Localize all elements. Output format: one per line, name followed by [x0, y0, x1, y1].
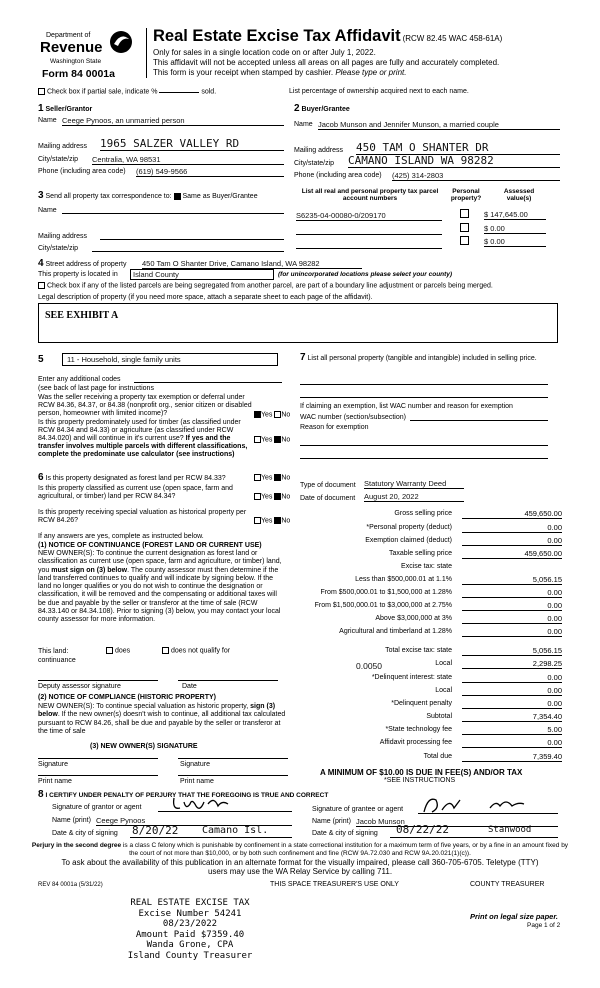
section7-label: List all personal property (tangible and intangible) included in selling price. — [307, 355, 537, 362]
same-as-buyer-checkbox[interactable] — [174, 193, 181, 200]
tax-row-value[interactable]: 5,056.15 — [462, 646, 562, 656]
notice2-text-a: NEW OWNER(S): To continue special valuation as historic property, — [38, 703, 251, 710]
tax-row-label: Local — [435, 687, 452, 694]
tax-row-value[interactable]: 0.00 — [462, 699, 562, 709]
historic-no-label: No — [281, 517, 291, 525]
print-name-label-1: Print name — [38, 778, 72, 785]
does-not-checkbox[interactable] — [162, 647, 169, 654]
forest-row — [38, 472, 226, 483]
wac-label: WAC number (section/subsection) — [300, 414, 406, 421]
tax-row-label: *Personal property (deduct) — [366, 524, 452, 531]
dept-of-text: Department of — [46, 32, 91, 39]
tax-row-value[interactable]: 459,650.00 — [462, 549, 562, 559]
perjury-text: is a class C felony which is punishable by confinement in a state correctional institution for a maximum term of five years, or by a fine in an amount fixed by the court of not more than $10,000, or by both such confinement and fine (RCW 9A.72.030 and RCW 9A.20.021(1)(c)). — [121, 842, 569, 857]
header-line-3 — [153, 68, 406, 77]
partial-sale-checkbox[interactable] — [38, 88, 45, 95]
doc-type-label: Type of document — [300, 482, 356, 489]
grantor-date-label: Date & city of signing — [52, 830, 118, 837]
parcel-personal-checkbox-2[interactable] — [460, 223, 469, 232]
treasurer-stamp — [120, 898, 260, 961]
tax-row — [300, 575, 562, 588]
deputy-date-label: Date — [182, 683, 197, 690]
notice2-title: (2) NOTICE OF COMPLIANCE (HISTORIC PROPERTY) — [38, 694, 216, 701]
alternate-format-note: To ask about the availability of this publication in an alternate format for the visually impaired, please call 360-705-6705. Teletype (TTY) users may use the WA Relay Service by calling 711. — [61, 858, 539, 876]
grantee-date-label: Date & city of signing — [312, 830, 378, 837]
new-owner-signature-heading: (3) NEW OWNER(S) SIGNATURE — [90, 743, 198, 750]
does-label: does — [114, 647, 131, 655]
seller-title: Seller/Grantor — [45, 106, 93, 113]
tax-row-label: Total due — [423, 753, 452, 760]
tax-row-value[interactable]: 0.00 — [462, 523, 562, 533]
tax-row-label: Local — [435, 660, 452, 667]
parcel-number-1[interactable]: S6235-04-00080-0/209170 — [296, 211, 442, 221]
section5-num: 5 — [38, 354, 44, 365]
tax-row-label: Excise tax: state — [401, 563, 452, 570]
historic-yes-label: Yes — [261, 517, 273, 525]
tax-row-label: Total excise tax: state — [385, 647, 452, 654]
legal-description-box[interactable] — [38, 303, 558, 343]
section8-num: 8 — [38, 789, 44, 800]
reason-field-2[interactable] — [300, 458, 548, 459]
doc-type-field[interactable]: Statutory Warranty Deed — [364, 479, 464, 489]
seller-mailing-field[interactable]: 1965 SALZER VALLEY RD — [100, 137, 284, 151]
tax-row-value[interactable]: 0.00 — [462, 614, 562, 624]
tax-row — [300, 509, 562, 522]
tax-row-value[interactable]: 5.00 — [462, 725, 562, 735]
tax-row-value[interactable]: 0.00 — [462, 627, 562, 637]
tax-row-label: *Delinquent interest: state — [371, 674, 452, 681]
tax-row-value[interactable]: 7,354.40 — [462, 712, 562, 722]
tax-row-label: From $500,000.01 to $1,500,000 at 1.28% — [320, 589, 452, 596]
doc-date-field[interactable]: August 20, 2022 — [364, 492, 464, 502]
exemption-yes-label: Yes — [261, 411, 273, 419]
tax-row — [300, 549, 562, 562]
timber-question-bold: If yes and the transfer involves multiple parcels with different classifications, complete the predominate use calculator (see instructions) — [38, 435, 248, 458]
section3-mailing-field[interactable] — [100, 239, 284, 240]
wa-state-text: Washington State — [50, 58, 102, 65]
timber-yes-checkbox[interactable] — [254, 436, 261, 443]
historic-yesno — [254, 517, 290, 524]
buyer-phone-row — [294, 172, 560, 179]
grantor-name-row — [52, 817, 292, 824]
section3-num: 3 — [38, 190, 44, 201]
grantee-signature-icon — [420, 794, 530, 816]
ownership-note: List percentage of ownership acquired next to each name. — [289, 88, 469, 95]
page-number: Page 1 of 2 — [527, 922, 561, 929]
tax-row — [300, 627, 562, 640]
header-line-3-text: This form is your receipt when stamped by cashier. — [153, 68, 334, 77]
located-label: This property is located in — [38, 271, 118, 278]
exemption-no-label: No — [281, 411, 291, 419]
seller-name-field[interactable]: Ceege Pynoos, an unmarried person — [62, 116, 284, 126]
tax-row-label: Agricultural and timberland at 1.28% — [339, 628, 452, 635]
tax-row-label: Above $3,000,000 at 3% — [375, 615, 452, 622]
timber-yesno — [254, 436, 290, 443]
if-yes-note: If any answers are yes, complete as instructed below. — [38, 533, 204, 540]
form-number: Form 84 0001a — [42, 68, 115, 80]
new-owner-signature-1[interactable] — [38, 758, 158, 759]
seller-phone-row — [38, 168, 284, 175]
section3-mailing-label: Mailing address — [38, 233, 88, 240]
section3-city-field[interactable] — [92, 251, 284, 252]
stamp-line-4: Amount Paid $7359.40 — [135, 929, 245, 940]
tax-row — [300, 752, 562, 765]
tax-row-label: From $1,500,000.01 to $3,000,000 at 2.75% — [314, 602, 452, 609]
print-name-label-2: Print name — [180, 778, 214, 785]
stamp-line-6: Island County Treasurer — [127, 950, 253, 961]
unincorporated-note: (for unincorporated locations please select your county) — [278, 271, 453, 278]
section3-mailing-row — [38, 233, 284, 240]
tax-row — [300, 536, 562, 549]
reason-label: Reason for exemption — [300, 424, 369, 431]
parcels-header-personal: Personal property? — [450, 188, 482, 202]
land-use-code-select[interactable]: 11 - Household, single family units — [62, 353, 278, 366]
buyer-mailing-label: Mailing address — [294, 147, 344, 154]
timber-yes-label: Yes — [261, 436, 273, 444]
section4-num: 4 — [38, 258, 44, 269]
parcel-personal-checkbox-1[interactable] — [460, 209, 469, 218]
forest-question: Is this property designated as forest land per RCW 84.33? — [45, 475, 226, 482]
certify-text: I CERTIFY UNDER PENALTY OF PERJURY THAT THE FOREGOING IS TRUE AND CORRECT — [45, 792, 329, 799]
grantor-name-label: Name (print) — [52, 817, 91, 824]
grantee-date-row — [312, 823, 558, 837]
parcels-header-assessed: Assessed value(s) — [503, 188, 535, 202]
section6-num: 6 — [38, 472, 44, 483]
does-not-option — [162, 647, 230, 654]
street-address-label: Street address of property — [45, 261, 127, 268]
personal-property-line-2[interactable] — [300, 397, 548, 398]
timber-question-text: Is this property predominately used for timber (as classified under RCW 84.34 and 84.33) or agriculture (as classified under RCW 84.34.020) and will continue in it's current use? — [38, 419, 241, 442]
tax-row — [300, 601, 562, 614]
header-line-2: This affidavit will not be accepted unless all areas on all pages are fully and accurately completed. — [153, 58, 500, 67]
tax-row-value[interactable]: 0.00 — [462, 673, 562, 683]
notice1-text-b: must sign on (3) below — [51, 566, 128, 574]
revenue-text: Revenue — [40, 39, 103, 56]
tax-row — [300, 725, 562, 738]
buyer-city-label: City/state/zip — [294, 160, 335, 167]
additional-codes-field[interactable] — [134, 382, 282, 383]
parcel-value-1[interactable]: $ 147,645.00 — [484, 210, 546, 220]
grantee-name-label: Name (print) — [312, 818, 351, 825]
historic-yes-checkbox[interactable] — [254, 517, 261, 524]
tax-row-value[interactable]: 0.00 — [462, 601, 562, 611]
grantee-city-field[interactable]: Stanwood — [488, 825, 532, 835]
grantor-date-row — [52, 824, 292, 837]
parcel-number-3[interactable] — [296, 239, 442, 249]
section3-city-label: City/state/zip — [38, 245, 79, 252]
notice2-text-c: . If the new owner(s) doesn't wish to continue, all additional tax calculated pursuant to RCW 84.26, shall be due and payable by the seller or transferor at the time of sale — [38, 711, 286, 735]
grantee-date-field[interactable]: 08/22/22 — [396, 823, 449, 836]
partial-percent-line[interactable] — [159, 92, 199, 93]
legal-size-note: Print on legal size paper. — [470, 912, 558, 921]
forest-yes-checkbox[interactable] — [254, 474, 261, 481]
parcel-number-2[interactable] — [296, 225, 442, 235]
notice1-text-c: . The county assessor must then determine if the land transferred continues to qualify and will indicate by signing below. If the land no longer qualifies or you do not wish to continue the designation or classification, it will be removed and the compensating or additional taxes will be due and payable by the seller or transferor at the time of sale (RCW 84.33.140 or 84.34.108). Prior to signing (3) below, you may contact your local county assessor for more information. — [38, 566, 281, 624]
stamp-line-2: Excise Number 54241 — [138, 908, 242, 919]
grantor-city-field[interactable]: Camano Isl. — [202, 825, 269, 836]
tax-row — [300, 673, 562, 686]
grantor-date-line — [130, 837, 292, 838]
this-land-row — [38, 648, 68, 655]
header-type-print: Please type or print. — [335, 68, 407, 77]
notice1-body — [38, 550, 286, 625]
notice1-title: (1) NOTICE OF CONTINUANCE (FOREST LAND OR CURRENT USE) — [38, 542, 262, 549]
street-address-field[interactable]: 450 Tam O Shanter Drive, Camano Island, WA 98282 — [142, 259, 362, 269]
grantor-signature-icon — [170, 794, 240, 814]
tax-row — [300, 738, 562, 751]
additional-codes-row — [38, 376, 282, 383]
parcel-value-2[interactable]: $ 0.00 — [484, 224, 546, 234]
dor-logo — [36, 28, 136, 80]
legal-desc-label: Legal description of property (if you need more space, attach a separate sheet to each page of the affidavit). — [38, 294, 373, 301]
tax-row-label: Subtotal — [426, 713, 452, 720]
timber-question — [38, 419, 254, 459]
print-name-line-1[interactable] — [38, 775, 158, 776]
buyer-title: Buyer/Grantee — [301, 106, 350, 113]
revenue-swirl-icon — [108, 30, 134, 54]
located-row — [38, 271, 118, 278]
current-use-yes-checkbox[interactable] — [254, 493, 261, 500]
section3-name-field[interactable] — [62, 213, 284, 214]
wac-row — [300, 414, 548, 421]
buyer-heading — [294, 103, 350, 114]
section3-label: Send all property tax correspondence to: — [45, 193, 172, 200]
tax-row-label: *Delinquent penalty — [391, 700, 452, 707]
tax-row-label: Less than $500,000.01 at 1.1% — [355, 576, 452, 583]
buyer-mailing-row — [294, 141, 560, 154]
section3-city-row — [38, 245, 284, 252]
section3-name-row — [38, 207, 284, 214]
parcels-header-numbers: List all real and personal property tax parcel account numbers — [301, 188, 439, 202]
partial-sale-row — [38, 88, 216, 95]
print-name-line-2[interactable] — [178, 775, 288, 776]
signature-label-2: Signature — [180, 761, 210, 768]
forest-yes-label: Yes — [261, 474, 273, 482]
section3-name-label: Name — [38, 207, 57, 214]
tax-row-label: Affidavit processing fee — [379, 739, 452, 746]
new-owner-signature-2[interactable] — [178, 758, 288, 759]
signature-label-1: Signature — [38, 761, 68, 768]
exemption-yesno — [254, 411, 290, 418]
doc-date-label: Date of document — [300, 495, 356, 502]
see-back-note: (see back of last page for instructions — [38, 385, 154, 392]
doc-type-row — [300, 479, 460, 489]
tax-row — [300, 523, 562, 536]
doc-date-row — [300, 492, 460, 502]
seller-mailing-label: Mailing address — [38, 143, 88, 150]
buyer-name-field[interactable]: Jacob Munson and Jennifer Munson, a married couple — [318, 120, 560, 130]
this-land-label: This land: — [38, 648, 69, 655]
tax-row-value[interactable]: 7,359.40 — [462, 752, 562, 762]
seller-mailing-row — [38, 137, 284, 150]
grantor-name-field[interactable]: Ceege Pynoos — [96, 816, 292, 826]
forest-no-label: No — [281, 474, 291, 482]
county-select[interactable]: Island County — [130, 269, 274, 280]
tax-row-value[interactable]: 0.00 — [462, 536, 562, 546]
seller-city-field[interactable]: Centralia, WA 98531 — [92, 155, 284, 165]
seller-name-row — [38, 117, 284, 124]
does-checkbox[interactable] — [106, 647, 113, 654]
wac-field[interactable] — [410, 420, 548, 421]
buyer-name-row — [294, 121, 560, 128]
same-as-buyer-label: Same as Buyer/Grantee — [182, 193, 258, 200]
tax-row-label: *State technology fee — [385, 726, 452, 733]
section7-num: 7 — [300, 352, 306, 363]
notice1-text-a: NEW OWNER(S): To continue the current designation as forest land or classification as current use (open space, farm and agriculture, or timber) land, you — [38, 550, 282, 574]
buyer-num: 2 — [294, 103, 300, 114]
forest-yesno — [254, 474, 290, 481]
timber-no-label: No — [281, 436, 291, 444]
header-line-1: Only for sales in a single location code on or after July 1, 2022. — [153, 48, 376, 57]
seller-num: 1 — [38, 103, 44, 114]
treasurer-only: THIS SPACE TREASURER'S USE ONLY — [270, 881, 399, 888]
current-use-yes-label: Yes — [261, 493, 273, 501]
reason-field-1[interactable] — [300, 445, 548, 446]
seller-heading — [38, 103, 92, 114]
buyer-mailing-field[interactable]: 450 TAM O SHANTER DR — [356, 141, 560, 155]
tax-row-label: Exemption claimed (deduct) — [365, 537, 452, 544]
seller-city-row — [38, 156, 284, 163]
perjury-notice — [30, 842, 570, 857]
does-not-label: does not qualify for — [170, 647, 231, 655]
notice2-text-b: sign (3) below — [38, 703, 276, 719]
perjury-bold: Perjury in the second degree — [31, 842, 122, 849]
historic-question: Is this property receiving special valuation as historical property per RCW 84.26? — [38, 509, 247, 524]
rev-number: REV 84 0001a (5/31/22) — [38, 882, 103, 888]
buyer-city-row — [294, 154, 560, 167]
current-use-no-label: No — [281, 493, 291, 501]
buyer-name-label: Name — [294, 121, 313, 128]
partial-sale-label: Check box if partial sale, indicate % — [46, 88, 158, 96]
section3-heading — [38, 190, 258, 201]
stamp-line-5: Wanda Grone, CPA — [146, 940, 234, 950]
segregated-row — [38, 282, 493, 289]
exemption-question: Was the seller receiving a property tax exemption or deferral under RCW 84.36, 84.37, or 84.38 (nonprofit org., senior citizen or disabled person, homeowner with limited income)? — [38, 394, 252, 417]
tax-row — [300, 699, 562, 712]
tax-row — [300, 646, 562, 659]
tax-row — [300, 659, 562, 672]
legal-description-text: SEE EXHIBIT A — [45, 310, 119, 321]
parcel-value-3[interactable]: $ 0.00 — [484, 237, 546, 247]
county-treasurer: COUNTY TREASURER — [470, 881, 545, 888]
deputy-date-line[interactable] — [178, 680, 278, 681]
grantor-sig-row — [52, 804, 292, 811]
grantee-sig-label: Signature of grantee or agent — [312, 806, 404, 813]
does-option — [106, 647, 130, 654]
parcel-personal-checkbox-3[interactable] — [460, 236, 469, 245]
header-divider — [146, 28, 147, 78]
grantee-date-line — [390, 837, 558, 838]
section4-street-row — [38, 258, 558, 269]
form-rcw: (RCW 82.45 WAC 458-61A) — [402, 34, 503, 43]
sold-label: sold. — [201, 88, 217, 96]
tax-row-value[interactable]: 2,298.25 — [462, 659, 562, 669]
tax-row — [300, 712, 562, 725]
tax-row-value[interactable]: 0.00 — [462, 738, 562, 748]
tax-row-label: Taxable selling price — [388, 550, 452, 557]
deputy-label: Deputy assessor signature — [38, 683, 121, 690]
tax-row-value[interactable]: 0.00 — [462, 588, 562, 598]
segregated-label: Check box if any of the listed parcels are being segregated from another parcel, are part of a boundary line adjustment or parcels being merged. — [46, 282, 493, 290]
seller-name-label: Name — [38, 117, 57, 124]
minimum-due-note: A MINIMUM OF $10.00 IS DUE IN FEE(S) AND/OR TAX — [320, 768, 523, 777]
reason-row — [300, 424, 548, 431]
buyer-phone-field[interactable]: (425) 314-2803 — [392, 171, 560, 181]
tax-row-value[interactable]: 459,650.00 — [462, 509, 562, 519]
form-title-row — [153, 27, 502, 46]
seller-phone-field[interactable]: (619) 549-9566 — [136, 167, 284, 177]
tax-row — [300, 562, 562, 575]
continuance-label: continuance — [38, 657, 76, 664]
see-instructions-note: *SEE INSTRUCTIONS — [384, 777, 456, 784]
exemption-yes-checkbox[interactable] — [254, 411, 261, 418]
seller-city-label: City/state/zip — [38, 156, 79, 163]
grantor-sig-label: Signature of grantor or agent — [52, 804, 142, 811]
claim-exemption-label: If claiming an exemption, list WAC number and reason for exemption — [300, 403, 513, 410]
current-use-question: Is this property classified as current use (open space, farm and agricultural, or timber) land per RCW 84.34? — [38, 485, 233, 500]
grantee-sig-row — [312, 806, 558, 813]
additional-codes-label: Enter any additional codes — [38, 376, 121, 383]
section7-row — [300, 354, 562, 363]
personal-property-line-1[interactable] — [300, 384, 548, 385]
form-title: Real Estate Excise Tax Affidavit — [153, 27, 401, 45]
grantor-date-field[interactable]: 8/20/22 — [132, 824, 179, 837]
tax-row-value[interactable]: 5,056.15 — [462, 575, 562, 585]
deputy-signature-line[interactable] — [38, 680, 158, 681]
segregated-checkbox[interactable] — [38, 282, 45, 289]
tax-row — [300, 686, 562, 699]
tax-row — [300, 614, 562, 627]
current-use-yesno — [254, 493, 290, 500]
tax-row-label: Gross selling price — [394, 510, 452, 517]
local-rate: 0.0050 — [356, 661, 382, 671]
buyer-phone-label: Phone (including area code) — [294, 172, 382, 179]
grantee-name-field[interactable]: Jacob Munson — [356, 817, 558, 827]
tax-row — [300, 588, 562, 601]
stamp-line-3: 08/23/2022 — [162, 919, 218, 929]
stamp-line-1: REAL ESTATE EXCISE TAX — [130, 898, 250, 908]
notice2-body — [38, 703, 288, 736]
seller-phone-label: Phone (including area code) — [38, 168, 126, 175]
buyer-city-field[interactable]: CAMANO ISLAND WA 98282 — [348, 154, 560, 168]
tax-row-value[interactable]: 0.00 — [462, 686, 562, 696]
